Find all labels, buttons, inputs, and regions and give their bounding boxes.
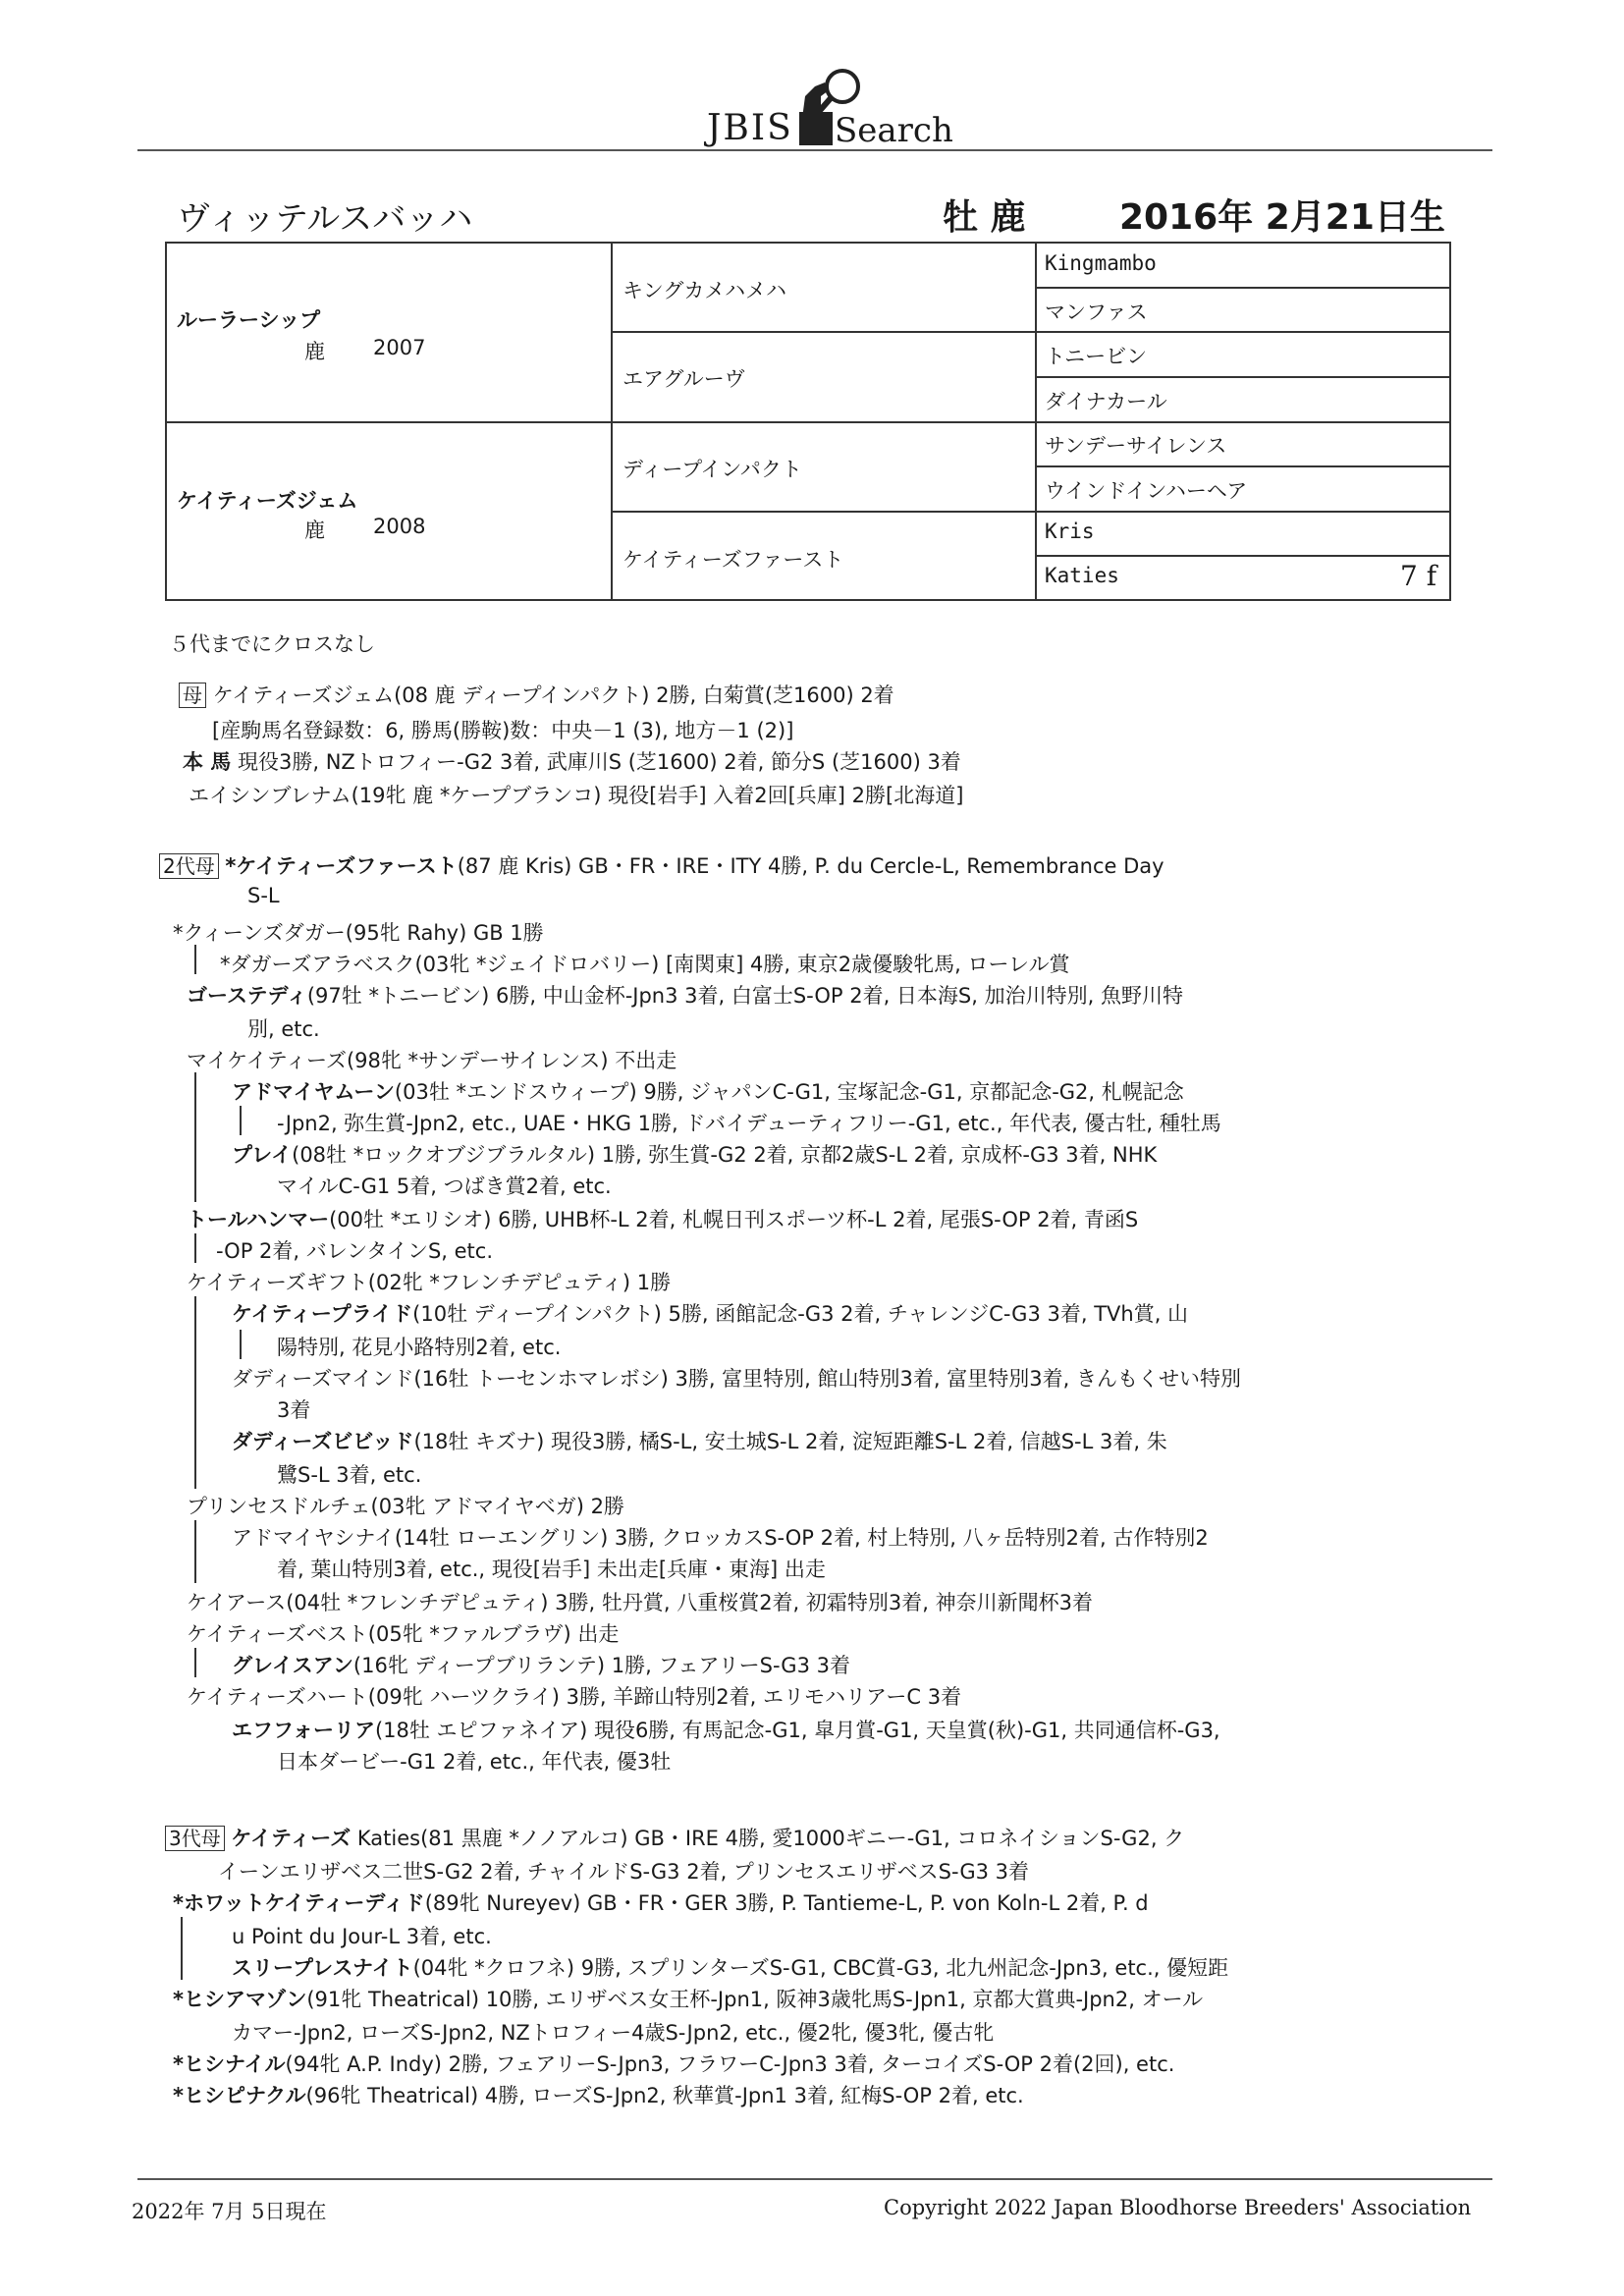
gen3-ancestor: ダイナカール (1045, 390, 1167, 413)
horse-name-bold: エフフォーリア (232, 1719, 375, 1742)
record-text: (04牝 *クロフネ) 9勝, スプリンターズS-G1, CBC賞-G3, 北九州記念-Jpn3, etc., 優短距 (412, 1956, 1229, 1980)
record-line (247, 1013, 320, 1043)
record-line (187, 980, 1183, 1010)
sire-name: ルーラーシップ (177, 308, 321, 332)
record-text: ケイティーズジェム(08 鹿 ディープインパクト) 2勝, 白菊賞(芝1600) 2着 (212, 683, 894, 707)
tree-line (194, 1520, 196, 1583)
record-text: アドマイヤシナイ(14牡 ローエングリン) 3勝, クロッカスS-OP 2着, 村上特別, 八ヶ岳特別2着, 古作特別2 (232, 1526, 1209, 1550)
record-line (187, 1681, 961, 1711)
record-text: (96牝 Theatrical) 4勝, ローズS-Jpn2, 秋華賞-Jpn1 3着, 紅梅S-OP 2着, etc. (305, 2084, 1024, 2107)
record-text: [産駒馬名登録数：6, 勝馬(勝鞍)数：中央－1 (3), 地方－1 (2)] (212, 719, 794, 742)
horse-name-bold: *ヒシナイル (173, 2052, 286, 2076)
gen2-ancestor: ディープインパクト (623, 458, 802, 481)
record-line (216, 1235, 493, 1265)
record-line (212, 715, 793, 744)
horse-name-bold: ゴーステディ (187, 984, 307, 1008)
record-text: 陽特別, 花見小路特別2着, etc. (277, 1336, 562, 1359)
gen3-ancestor: トニービン (1045, 345, 1148, 368)
record-text: ケイティーズベスト(05牝 *ファルブラヴ) 出走 (187, 1622, 620, 1646)
record-line (232, 1139, 1157, 1169)
record-line (187, 1587, 1093, 1616)
record-line (232, 2017, 994, 2047)
record-line (247, 884, 280, 907)
gen3-ancestor: Kingmambo (1045, 251, 1157, 275)
copyright: Copyright 2022 Japan Bloodhorse Breeders' Association (884, 2196, 1472, 2219)
dam-year: 2008 (373, 515, 426, 538)
record-line (220, 949, 1070, 978)
record-line (232, 1076, 1184, 1106)
horse-name-bold: *ホワットケイティーディド (173, 1891, 425, 1915)
horse-name-bold: スリープレスナイト (232, 1956, 413, 1980)
record-text: (87 鹿 Kris) GB・FR・IRE・ITY 4勝, P. du Cercle-L, Remembrance Day (457, 854, 1164, 878)
sire-color: 鹿 (304, 340, 325, 363)
horse-name-bold: ダディーズビビッド (232, 1430, 414, 1453)
record-text: *ダガーズアラベスク(03牝 *ジェイドロバリー) [南関東] 4勝, 東京2歳優駿牝馬, ローレル賞 (220, 953, 1070, 976)
record-line (232, 1650, 850, 1679)
cross-note: ５代までにクロスなし (169, 632, 375, 656)
horse-name-bold: プレイ (232, 1143, 293, 1167)
tree-line (194, 1648, 196, 1677)
jbis-search-logo (707, 57, 953, 150)
record-line (159, 850, 1164, 880)
header-divider (137, 149, 1492, 151)
record-line (232, 1363, 1241, 1393)
record-text: マイルC-G1 5着, つばき賞2着, etc. (277, 1175, 612, 1198)
record-text: ケイティーズギフト(02牝 *フレンチデピュティ) 1勝 (187, 1271, 672, 1294)
record-line (277, 1746, 671, 1776)
tree-line (194, 1072, 196, 1202)
logo-jbis-text: JBIS (707, 108, 793, 148)
dam-name: ケイティーズジェム (177, 489, 358, 513)
record-text: u Point du Jour-L 3着, etc. (232, 1925, 492, 1948)
record-line (179, 680, 894, 709)
gen2-ancestor: エアグルーヴ (623, 367, 745, 391)
record-line (187, 1204, 1138, 1233)
generation-label: 2代母 (159, 853, 219, 879)
record-text: S-L (247, 884, 280, 907)
generation-label: 母 (179, 683, 206, 708)
record-text: (08牡 *ロックオブジブラルタル) 1勝, 弥生賞-G2 2着, 京都2歳S-L 2着, 京成杯-G3 3着, NHK (292, 1143, 1158, 1167)
record-text: マイケイティーズ(98牝 *サンデーサイレンス) 不出走 (187, 1049, 677, 1072)
record-line (187, 1618, 619, 1648)
record-text: プリンセスドルチェ(03牝 アドマイヤベガ) 2勝 (187, 1495, 624, 1518)
birth-date: 2016年 2月21日生 (1119, 197, 1445, 238)
record-line (277, 1554, 826, 1583)
footer-divider (137, 2178, 1492, 2180)
record-line (232, 1426, 1167, 1455)
tree-line (181, 1917, 183, 1980)
record-text: 日本ダービー-G1 2着, etc., 年代表, 優3牡 (277, 1750, 672, 1774)
record-text: (97牡 *トニービン) 6勝, 中山金杯-Jpn3 3着, 白富士S-OP 2着, 日本海S, 加治川特別, 魚野川特 (306, 984, 1183, 1008)
record-text: ダディーズマインド(16牡 トーセンホマレボシ) 3勝, 富里特別, 館山特別3着, 富里特別3着, きんもくせい特別 (232, 1367, 1241, 1391)
record-line (277, 1171, 612, 1200)
record-text: (18牡 エピファネイア) 現役6勝, 有馬記念-G1, 皐月賞-G1, 天皇賞(秋)-G1, 共同通信杯-G3, (374, 1719, 1220, 1742)
record-text: Katies(81 黒鹿 *ノノアルコ) GB・IRE 4勝, 愛1000ギニー-G1, コロネイションS-G2, ク (351, 1827, 1185, 1850)
record-text: -Jpn2, 弥生賞-Jpn2, etc., UAE・HKG 1勝, ドバイデューティフリー-G1, etc., 年代表, 優古牡, 種牡馬 (277, 1112, 1221, 1135)
family-number: 7 f (1400, 560, 1437, 592)
record-text: (03牡 *エンドスウィープ) 9勝, ジャパンC-G1, 宝塚記念-G1, 京都記念-G2, 札幌記念 (394, 1080, 1184, 1104)
record-text: (00牡 *エリシオ) 6勝, UHB杯-L 2着, 札幌日刊スポーツ杯-L 2着, 尾張S-OP 2着, 青函S (329, 1208, 1139, 1231)
logo-search-text: Search (835, 111, 953, 150)
gen3-ancestor: Katies (1045, 564, 1119, 587)
record-text: (91牝 Theatrical) 10勝, エリザベス女王杯-Jpn1, 阪神3歳牝馬S-Jpn1, 京都大賞典-Jpn2, オール (306, 1988, 1204, 2011)
record-line (173, 1984, 1203, 2013)
record-line (187, 1491, 624, 1520)
record-text: エイシンブレナム(19牝 鹿 *ケープブランコ) 現役[岩手] 入着2回[兵庫] 2勝[北海道] (189, 784, 964, 807)
record-line (183, 746, 961, 776)
record-text: 着, 葉山特別3着, etc., 現役[岩手] 未出走[兵庫・東海] 出走 (277, 1558, 826, 1581)
tree-line (240, 1106, 242, 1135)
record-text: (89牝 Nureyev) GB・FR・GER 3勝, P. Tantieme-L, P. von Koln-L 2着, P. d (424, 1891, 1149, 1915)
dam-color: 鹿 (304, 519, 325, 542)
record-text: 現役3勝, NZトロフィー-G2 3着, 武庫川S (芝1600) 2着, 節分S (芝1600) 3着 (231, 750, 961, 774)
record-text: ケイティーズハート(09牝 ハーツクライ) 3勝, 羊蹄山特別2着, エリモハリアーC 3着 (187, 1685, 962, 1709)
horse-name-bold: ケイティープライド (232, 1302, 413, 1326)
record-line (232, 1921, 492, 1950)
horse-name-bold: *ヒシアマゾン (173, 1988, 307, 2011)
horse-name-bold: アドマイヤムーン (232, 1080, 395, 1104)
record-text: 鷺S-L 3着, etc. (277, 1463, 422, 1487)
horse-name-bold: ケイティーズ (231, 1827, 352, 1850)
horse-name-bold: トールハンマー (187, 1208, 330, 1231)
record-text: ケイアース(04牡 *フレンチデピュティ) 3勝, 牡丹賞, 八重桜賞2着, 初霜特別3着, 神奈川新聞杯3着 (187, 1591, 1093, 1614)
record-text: 別, etc. (247, 1017, 320, 1041)
record-text: -OP 2着, バレンタインS, etc. (216, 1239, 494, 1263)
record-line (173, 2049, 1174, 2078)
record-line (277, 1108, 1221, 1137)
gen2-ancestor: ケイティーズファースト (623, 548, 844, 572)
sex-color: 牡 鹿 (943, 197, 1026, 238)
record-line (232, 1298, 1188, 1328)
record-line (173, 917, 544, 947)
gen3-ancestor: マンファス (1045, 301, 1148, 324)
horse-name-bold: グレイスアン (232, 1654, 353, 1677)
record-line (232, 1952, 1228, 1982)
record-line (232, 1522, 1209, 1552)
horse-name: ヴィッテルスバッハ (177, 199, 473, 239)
record-text: (16牝 ディープブリランテ) 1勝, フェアリーS-G3 3着 (352, 1654, 850, 1677)
record-line (189, 780, 963, 809)
record-text: イーンエリザベス二世S-G2 2着, チャイルドS-G3 2着, プリンセスエリザベスS-G3 3着 (218, 1860, 1030, 1884)
as-of-date: 2022年 7月 5日現在 (132, 2200, 327, 2223)
record-line (165, 1823, 1184, 1852)
gen2-ancestor: キングカメハメハ (623, 279, 786, 302)
gen3-ancestor: Kris (1045, 519, 1095, 543)
record-line (187, 1267, 671, 1296)
record-line (173, 1887, 1149, 1917)
record-line (277, 1394, 310, 1424)
record-text: (18牡 キズナ) 現役3勝, 橘S-L, 安土城S-L 2着, 淀短距離S-L 2着, 信越S-L 3着, 朱 (413, 1430, 1167, 1453)
record-text: 3着 (277, 1398, 311, 1422)
record-line (218, 1856, 1029, 1886)
pedigree-table (165, 242, 1451, 601)
gen3-ancestor: サンデーサイレンス (1045, 434, 1227, 458)
tree-line (194, 945, 196, 974)
horse-name-bold: 本 馬 (183, 750, 232, 774)
record-text: カマー-Jpn2, ローズS-Jpn2, NZトロフィー4歳S-Jpn2, etc., 優2牝, 優3牝, 優古牝 (232, 2021, 995, 2045)
horse-name-bold: *ヒシピナクル (173, 2084, 306, 2107)
record-text: (10牡 ディープインパクト) 5勝, 函館記念-G3 2着, チャレンジC-G3 3着, TVh賞, 山 (412, 1302, 1189, 1326)
horse-name-bold: *ケイティーズファースト (225, 854, 458, 878)
record-line (232, 1715, 1220, 1744)
record-line (277, 1332, 561, 1361)
record-line (187, 1045, 677, 1074)
record-line (173, 2080, 1024, 2109)
tree-line (194, 1296, 196, 1489)
record-text: *クィーンズダガー(95牝 Rahy) GB 1勝 (173, 921, 544, 945)
record-line (277, 1459, 421, 1489)
tree-line (240, 1330, 242, 1359)
generation-label: 3代母 (165, 1826, 225, 1851)
tree-line (194, 1233, 196, 1263)
gen3-ancestor: ウインドインハーヘア (1045, 479, 1248, 503)
sire-year: 2007 (373, 336, 426, 359)
record-text: (94牝 A.P. Indy) 2勝, フェアリーS-Jpn3, フラワーC-Jpn3 3着, ターコイズS-OP 2着(2回), etc. (285, 2052, 1175, 2076)
